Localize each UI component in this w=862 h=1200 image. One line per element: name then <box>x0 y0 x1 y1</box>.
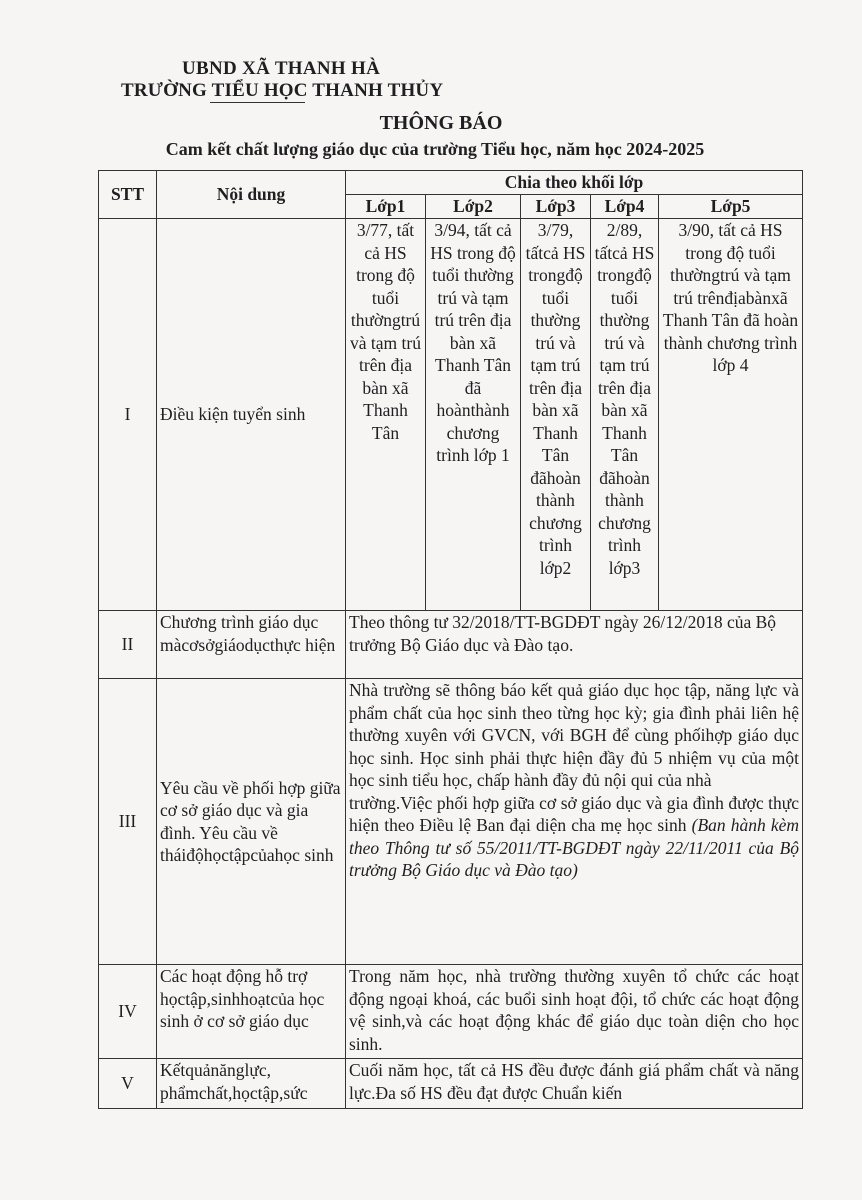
row-text: Nhà trường sẽ thông báo kết quả giáo dục học tập, năng lực và phẩm chất của học sinh theo từng học kỳ; gia đình phải liên hệ thường xuyên với GVCN, với BGH để cùng phốihợp giáo dục học sinh. Học sinh phải thực hiện đầy đủ 5 nhiệm vụ của một học sinh tiểu học, chấp hành đầy đủ nội qui của nhà <box>349 680 800 790</box>
table-row <box>99 611 803 679</box>
row-label: Chương trình giáo dục màcơsởgiáodụcthực hiện <box>157 611 346 679</box>
grade-1-cell: 3/77, tất cả HS trong độ tuổi thườngtrú và tạm trú trên địa bàn xã Thanh Tân <box>346 219 426 611</box>
school-name-underline <box>210 102 305 103</box>
document-subtitle: Cam kết chất lượng giáo dục của trường Tiểu học, năm học 2024-2025 <box>165 139 705 159</box>
grade-3-header: Lớp3 <box>521 195 591 219</box>
grade-2-cell: 3/94, tất cả HS trong độ tuổi thường trú và tạm trú trên địa bàn xã Thanh Tân đã hoànthành chương trình lớp 1 <box>426 219 521 611</box>
row-stt: I <box>99 219 157 611</box>
col-content-header: Nội dung <box>157 171 346 219</box>
grade-4-cell: 2/89, tấtcả HS trongđộ tuổi thường trú và tạm trú trên địa bàn xã Thanh Tân đãhoàn thành chương trình lớp3 <box>591 219 659 611</box>
row-content <box>346 679 803 965</box>
table-row <box>99 679 803 965</box>
row-label: Các hoạt động hỗ trợ họctập,sinhhoạtcủa học sinh ở cơ sở giáo dục <box>157 965 346 1059</box>
grade-5-cell: 3/90, tất cả HS trong độ tuổi thườngtrú và tạm trú trênđịabànxã Thanh Tân đã hoàn thành chương trình lớp 4 <box>659 219 803 611</box>
grade-3-cell: 3/79, tấtcả HS trongđộ tuổi thường trú và tạm trú trên địa bàn xã Thanh Tân đãhoàn thành chương trình lớp2 <box>521 219 591 611</box>
authority-name: UBND XÃ THANH HÀ <box>182 58 381 79</box>
table-row <box>99 965 803 1059</box>
grade-group-header: Chia theo khối lớp <box>346 171 803 195</box>
row-label: Yêu cầu về phối hợp giữa cơ sở giáo dục và gia đình. Yêu cầu về tháiđộhọctậpcủahọc sinh <box>157 679 346 965</box>
row-stt: III <box>99 679 157 965</box>
row-text: Cuối năm học, tất cả HS đều được đánh giá phẩm chất và năng lực.Đa số HS đều đạt được Chuẩn kiến <box>349 1060 800 1103</box>
table-row <box>99 219 803 611</box>
grade-4-header: Lớp4 <box>591 195 659 219</box>
row-content <box>346 1059 803 1109</box>
col-stt-header: STT <box>99 171 157 219</box>
row-stt: IV <box>99 965 157 1059</box>
row-label: Kếtquảnănglực, phẩmchất,họctập,sức <box>157 1059 346 1109</box>
grade-5-header: Lớp5 <box>659 195 803 219</box>
document-title: THÔNG BÁO <box>379 112 503 134</box>
grade-2-header: Lớp2 <box>426 195 521 219</box>
row-text <box>349 792 799 882</box>
row-stt: II <box>99 611 157 679</box>
row-text: Theo thông tư 32/2018/TT-BGDĐT ngày 26/12/2018 của Bộ trưởng Bộ Giáo dục và Đào tạo. <box>349 612 777 655</box>
row-content <box>346 965 803 1059</box>
school-name: TRƯỜNG TIỂU HỌC THANH THỦY <box>121 80 444 101</box>
row-stt: V <box>99 1059 157 1109</box>
table-row <box>99 1059 803 1109</box>
row-content <box>346 611 803 679</box>
row-text-italic: (Ban hành kèm theo Thông tư số 55/2011/TT-BGDĐT ngày 22/11/2011 của Bộ trưởng Bộ Giáo dục và Đào tạo) <box>349 815 800 880</box>
commitment-table <box>98 170 803 1109</box>
row-label: Điều kiện tuyển sinh <box>157 219 346 611</box>
table-header-row <box>99 171 803 195</box>
row-text-main: trường.Việc phối hợp giữa cơ sở giáo dục và gia đình được thực hiện theo Điều lệ Ban đại diện cha mẹ học sinh <box>349 792 800 835</box>
row-text: Trong năm học, nhà trường thường xuyên tổ chức các hoạt động ngoại khoá, các buổi sinh hoạt đội, tổ chức các hoạt động vệ sinh,và các hoạt động khác để giáo dục toàn diện cho học sinh. <box>349 966 800 1054</box>
grade-1-header: Lớp1 <box>346 195 426 219</box>
